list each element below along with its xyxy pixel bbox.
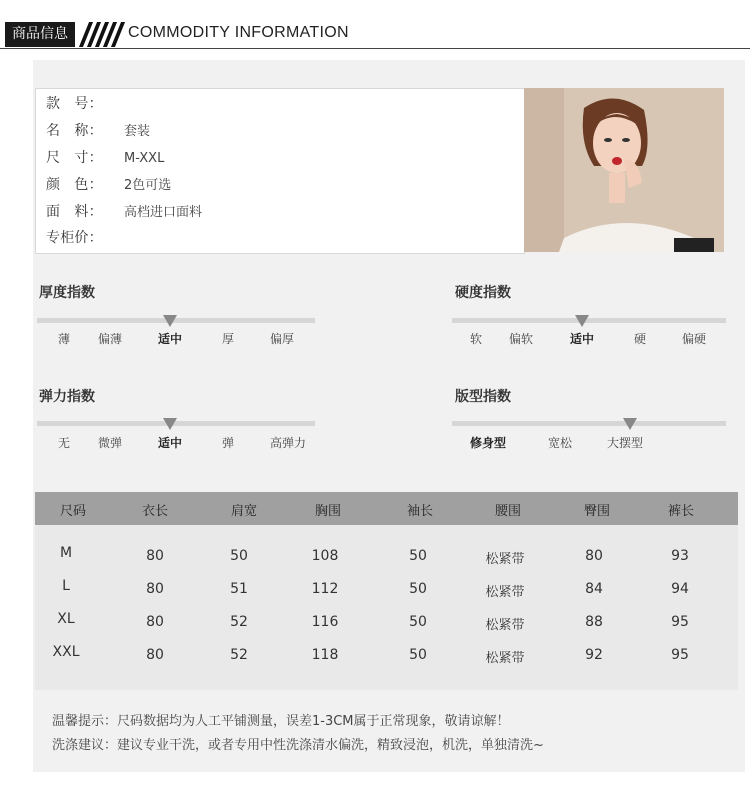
stripes-decoration	[78, 22, 120, 47]
fit-scale-track	[452, 421, 726, 426]
elasticity-option: 无	[57, 436, 71, 450]
section-tag: 商品信息	[5, 22, 75, 47]
info-row-size: 尺 寸： M-XXL	[46, 150, 165, 166]
table-cell: 95	[671, 614, 689, 630]
col-header-size: 尺码	[59, 504, 87, 519]
table-cell: 80	[585, 548, 603, 564]
elasticity-option: 微弹	[97, 436, 123, 450]
model-photo	[524, 88, 724, 252]
table-cell: 108	[311, 548, 339, 564]
info-row-name: 名 称： 套装	[46, 123, 151, 139]
table-cell: XL	[57, 611, 75, 627]
table-cell: 50	[409, 647, 427, 663]
info-row-color: 颜 色： 2色可选	[46, 177, 172, 193]
table-cell: 52	[230, 614, 248, 630]
elasticity-option: 弹	[221, 436, 235, 450]
thickness-index-title: 厚度指数	[39, 285, 95, 301]
table-cell: 51	[230, 581, 248, 597]
elasticity-option: 高弹力	[269, 436, 307, 450]
hardness-index-title: 硬度指数	[455, 285, 511, 301]
header-divider	[0, 48, 750, 49]
section-title: COMMODITY INFORMATION	[128, 24, 349, 41]
col-header-length: 衣长	[141, 504, 169, 519]
hardness-option-selected: 适中	[569, 332, 595, 346]
table-cell: 112	[311, 581, 339, 597]
table-cell: M	[59, 545, 73, 561]
table-cell: 80	[146, 647, 164, 663]
thickness-option: 偏薄	[97, 332, 123, 346]
product-info-box	[35, 88, 525, 254]
table-cell: 95	[671, 647, 689, 663]
table-cell: 50	[409, 614, 427, 630]
col-header-shoulder: 肩宽	[230, 504, 258, 519]
thickness-option: 厚	[221, 332, 235, 346]
thickness-option-selected: 适中	[157, 332, 183, 346]
size-tip-note: 温馨提示：尺码数据均为人工平铺测量，误差1-3CM属于正常现象，敬请谅解！	[52, 714, 510, 729]
table-cell: XXL	[52, 644, 80, 660]
info-row-price: 专柜价：	[46, 230, 103, 246]
table-cell: 80	[146, 581, 164, 597]
table-cell: 80	[146, 548, 164, 564]
table-cell: 93	[671, 548, 689, 564]
table-cell: 52	[230, 647, 248, 663]
fit-option-slim: 修身型	[469, 436, 507, 450]
section-header	[0, 0, 750, 52]
table-cell: 88	[585, 614, 603, 630]
wash-advice-note: 洗涤建议：建议专业干洗，或者专用中性洗涤清水偏洗，精致浸泡，机洗，单独清洗~	[52, 738, 544, 753]
hardness-scale-track	[452, 318, 726, 323]
fit-option-loose: 宽松	[547, 436, 573, 450]
elasticity-marker-icon	[163, 418, 177, 430]
table-cell: 50	[230, 548, 248, 564]
table-cell: L	[62, 578, 70, 594]
table-cell: 80	[146, 614, 164, 630]
table-cell: 松紧带	[485, 618, 525, 633]
table-cell: 116	[311, 614, 339, 630]
table-cell: 94	[671, 581, 689, 597]
fit-index-title: 版型指数	[455, 389, 511, 405]
table-cell: 松紧带	[485, 651, 525, 666]
thickness-option: 薄	[57, 332, 71, 346]
table-cell: 84	[585, 581, 603, 597]
elasticity-index-title: 弹力指数	[39, 389, 95, 405]
info-row-style-no: 款 号：	[46, 96, 103, 112]
table-cell: 92	[585, 647, 603, 663]
hardness-option: 硬	[633, 332, 647, 346]
table-cell: 松紧带	[485, 585, 525, 600]
fit-option-flared: 大摆型	[606, 436, 644, 450]
size-table-header	[35, 492, 738, 525]
table-cell: 50	[409, 548, 427, 564]
table-cell: 118	[311, 647, 339, 663]
col-header-waist: 腰围	[494, 504, 522, 519]
table-cell: 松紧带	[485, 552, 525, 567]
thickness-marker-icon	[163, 315, 177, 327]
elasticity-option-selected: 适中	[157, 436, 183, 450]
col-header-sleeve: 袖长	[406, 504, 434, 519]
col-header-bust: 胸围	[314, 504, 342, 519]
col-header-pants-length: 裤长	[667, 504, 695, 519]
col-header-hip: 臀围	[583, 504, 611, 519]
hardness-option: 偏硬	[681, 332, 707, 346]
fit-marker-icon	[623, 418, 637, 430]
hardness-option: 软	[469, 332, 483, 346]
thickness-option: 偏厚	[269, 332, 295, 346]
info-row-fabric: 面 料： 高档进口面料	[46, 204, 203, 220]
hardness-marker-icon	[575, 315, 589, 327]
table-cell: 50	[409, 581, 427, 597]
hardness-option: 偏软	[508, 332, 534, 346]
